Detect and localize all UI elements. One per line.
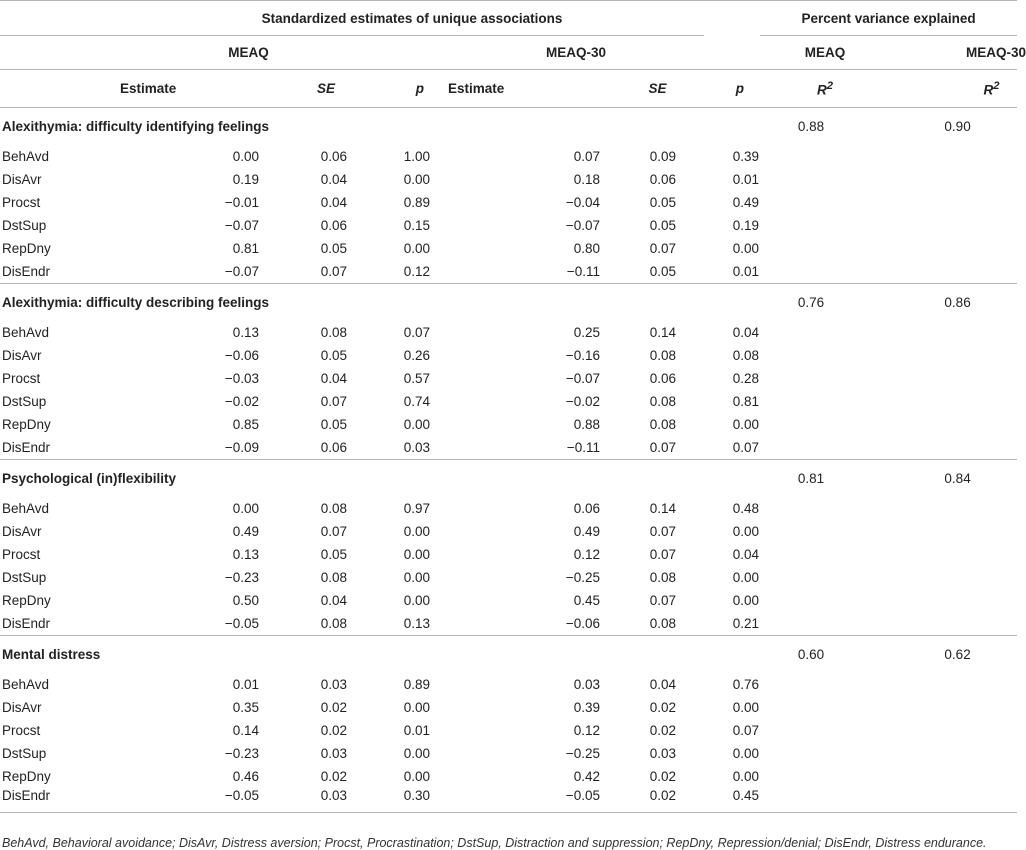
section-header-row <box>0 108 1017 146</box>
meaq30-se: 0.07 <box>649 524 677 539</box>
row-label: Procst <box>2 547 41 562</box>
meaq30-se: 0.02 <box>649 700 677 715</box>
meaq-estimate: −0.09 <box>224 440 259 455</box>
row-label: BehAvd <box>2 677 50 692</box>
meaq-se: 0.02 <box>320 769 347 784</box>
row-label: DisEndr <box>2 264 51 279</box>
meaq30-p: 0.00 <box>732 417 760 432</box>
meaq-p: 0.30 <box>377 788 448 813</box>
table-row <box>0 344 1017 367</box>
meaq30-p: 0.49 <box>732 195 760 210</box>
meaq-estimate: 0.46 <box>232 769 259 784</box>
r2-meaq-value: 0.88 <box>760 108 890 146</box>
meaq30-se: 0.02 <box>649 723 677 738</box>
meaq-p: 0.57 <box>403 371 430 386</box>
table-row <box>0 214 1017 237</box>
meaq-se: 0.05 <box>320 241 347 256</box>
subheader-meaq: MEAQ <box>120 36 377 70</box>
meaq30-estimate: −0.04 <box>565 195 600 210</box>
meaq30-p: 0.19 <box>732 218 760 233</box>
r2-meaq-value: 0.60 <box>760 636 890 674</box>
meaq30-p: 0.39 <box>732 149 760 164</box>
col-estimate-2: Estimate <box>448 70 611 108</box>
meaq30-p: 0.07 <box>732 440 760 455</box>
row-label: DstSup <box>2 746 47 761</box>
meaq30-p: 0.21 <box>732 616 760 631</box>
meaq-se: 0.04 <box>320 172 347 187</box>
meaq30-estimate: −0.06 <box>565 616 600 631</box>
meaq30-se: 0.05 <box>649 264 677 279</box>
meaq-p: 0.89 <box>403 677 430 692</box>
meaq-se: 0.05 <box>320 417 347 432</box>
meaq-estimate: −0.23 <box>224 570 259 585</box>
meaq30-estimate: 0.06 <box>573 501 600 516</box>
group-header-standardized: Standardized estimates of unique associations <box>120 1 704 36</box>
meaq30-estimate: −0.07 <box>565 371 600 386</box>
row-label: BehAvd <box>2 325 50 340</box>
meaq-p: 0.00 <box>403 172 430 187</box>
table-row <box>0 612 1017 636</box>
meaq30-p: 0.01 <box>732 172 760 187</box>
meaq-p: 0.00 <box>403 547 430 562</box>
meaq30-p: 0.76 <box>732 677 760 692</box>
meaq30-estimate: 0.49 <box>573 524 600 539</box>
table-row <box>0 436 1017 460</box>
meaq-estimate: 0.50 <box>232 593 259 608</box>
meaq30-p: 0.07 <box>732 723 760 738</box>
meaq-estimate: −0.07 <box>224 264 259 279</box>
meaq30-p: 0.01 <box>732 264 760 279</box>
meaq-se: 0.08 <box>320 501 347 516</box>
section-title: Alexithymia: difficulty identifying feelings <box>0 108 704 146</box>
meaq-estimate: −0.02 <box>224 394 259 409</box>
meaq-se: 0.08 <box>320 570 347 585</box>
r2-meaq-value: 0.76 <box>760 284 890 322</box>
meaq-se: 0.04 <box>320 195 347 210</box>
r2-meaq-value: 0.81 <box>760 460 890 498</box>
header-row-3 <box>0 70 1017 108</box>
col-r2-meaq30: $R^2$ <box>966 70 1017 108</box>
meaq30-se: 0.04 <box>649 677 677 692</box>
meaq-estimate: 0.00 <box>232 149 259 164</box>
meaq30-estimate: 0.12 <box>573 723 600 738</box>
meaq-se: 0.02 <box>320 723 347 738</box>
row-label: RepDny <box>2 769 51 784</box>
header-row-1 <box>0 1 1017 36</box>
meaq30-se: 0.08 <box>649 348 677 363</box>
col-se-1: SE <box>275 70 377 108</box>
meaq-p: 0.00 <box>403 241 430 256</box>
col-se-2: SE <box>611 70 704 108</box>
row-label: DisEndr <box>2 616 51 631</box>
table-row <box>0 566 1017 589</box>
meaq-se: 0.03 <box>275 788 377 813</box>
meaq30-estimate: −0.05 <box>508 788 611 813</box>
table-row <box>0 742 1017 765</box>
row-label: DisAvr <box>2 348 42 363</box>
meaq30-p: 0.81 <box>732 394 760 409</box>
meaq-p: 0.00 <box>403 570 430 585</box>
section-title: Mental distress <box>0 636 704 674</box>
group-header-variance: Percent variance explained <box>760 1 1017 36</box>
section-title: Alexithymia: difficulty describing feelings <box>0 284 704 322</box>
meaq30-p: 0.00 <box>732 524 760 539</box>
row-label: BehAvd <box>2 501 50 516</box>
meaq30-p: 0.00 <box>732 570 760 585</box>
col-p-1: p <box>377 70 448 108</box>
meaq-estimate: 0.14 <box>232 723 259 738</box>
subheader-r2-meaq30: MEAQ-30 <box>966 36 1017 70</box>
meaq30-estimate: −0.02 <box>565 394 600 409</box>
row-label: RepDny <box>2 417 51 432</box>
meaq30-se: 0.07 <box>649 593 677 608</box>
meaq30-estimate: 0.07 <box>573 149 600 164</box>
row-label: DisAvr <box>2 172 42 187</box>
meaq30-se: 0.14 <box>649 501 677 516</box>
table-row <box>0 520 1017 543</box>
row-label: BehAvd <box>2 149 50 164</box>
meaq-se: 0.07 <box>320 524 347 539</box>
meaq30-se: 0.14 <box>649 325 677 340</box>
row-label: DisAvr <box>2 524 42 539</box>
meaq-p: 0.00 <box>403 746 430 761</box>
meaq30-estimate: −0.11 <box>566 440 600 455</box>
row-label: DisAvr <box>2 700 42 715</box>
table-row <box>0 237 1017 260</box>
r2-meaq30-value: 0.86 <box>890 284 1017 322</box>
meaq-estimate: −0.05 <box>224 616 259 631</box>
meaq-p: 0.89 <box>403 195 430 210</box>
meaq30-se: 0.08 <box>649 570 677 585</box>
header-row-2 <box>0 36 1017 70</box>
meaq30-p: 0.00 <box>732 593 760 608</box>
meaq30-estimate: −0.11 <box>566 264 600 279</box>
meaq-p: 1.00 <box>403 149 430 164</box>
meaq-estimate: 0.35 <box>232 700 259 715</box>
meaq-se: 0.06 <box>320 218 347 233</box>
meaq-se: 0.07 <box>320 264 347 279</box>
meaq30-se: 0.07 <box>649 241 677 256</box>
table-row <box>0 367 1017 390</box>
meaq-p: 0.15 <box>403 218 430 233</box>
col-p-2: p <box>704 70 760 108</box>
meaq30-p: 0.08 <box>732 348 760 363</box>
meaq-estimate: 0.01 <box>232 677 259 692</box>
meaq30-estimate: 0.39 <box>573 700 600 715</box>
meaq30-se: 0.06 <box>649 172 677 187</box>
meaq-p: 0.00 <box>403 417 430 432</box>
row-label: DstSup <box>2 394 47 409</box>
meaq-estimate: 0.13 <box>232 325 259 340</box>
subheader-r2-meaq: MEAQ <box>760 36 890 70</box>
meaq-estimate: −0.01 <box>224 195 259 210</box>
meaq-se: 0.05 <box>320 348 347 363</box>
meaq30-estimate: 0.18 <box>573 172 600 187</box>
section-header-row <box>0 460 1017 498</box>
meaq-estimate: −0.23 <box>224 746 259 761</box>
meaq30-estimate: 0.80 <box>573 241 600 256</box>
meaq-p: 0.12 <box>403 264 430 279</box>
meaq30-p: 0.00 <box>732 700 760 715</box>
row-label: Procst <box>2 195 41 210</box>
table-row <box>0 765 1017 788</box>
meaq30-se: 0.05 <box>649 195 677 210</box>
row-label: RepDny <box>2 241 51 256</box>
meaq30-estimate: 0.45 <box>573 593 600 608</box>
meaq30-se: 0.08 <box>649 417 677 432</box>
table-row <box>0 497 1017 520</box>
meaq-estimate: −0.05 <box>180 788 275 813</box>
meaq30-p: 0.04 <box>732 547 760 562</box>
meaq30-p: 0.00 <box>732 746 760 761</box>
meaq-se: 0.04 <box>320 371 347 386</box>
meaq30-se: 0.08 <box>649 616 677 631</box>
meaq30-se: 0.02 <box>611 788 704 813</box>
table-row <box>0 673 1017 696</box>
row-label: DisEndr <box>0 788 120 813</box>
section-title: Psychological (in)flexibility <box>0 460 704 498</box>
meaq-p: 0.00 <box>403 593 430 608</box>
table-row <box>0 321 1017 344</box>
meaq30-p: 0.48 <box>732 501 760 516</box>
col-r2-meaq: $R^2$ <box>760 70 890 108</box>
meaq-p: 0.00 <box>403 700 430 715</box>
r2-meaq30-value: 0.62 <box>890 636 1017 674</box>
table-row <box>0 696 1017 719</box>
meaq-se: 0.03 <box>320 677 347 692</box>
table-row <box>0 589 1017 612</box>
meaq-p: 0.74 <box>403 394 430 409</box>
meaq30-estimate: 0.25 <box>573 325 600 340</box>
meaq-se: 0.06 <box>320 440 347 455</box>
meaq-se: 0.06 <box>320 149 347 164</box>
table-row <box>0 168 1017 191</box>
table-row <box>0 145 1017 168</box>
row-label: Procst <box>2 723 41 738</box>
table-row <box>0 260 1017 284</box>
meaq30-estimate: −0.25 <box>565 746 600 761</box>
meaq-se: 0.03 <box>320 746 347 761</box>
row-label: Procst <box>2 371 41 386</box>
meaq-se: 0.02 <box>320 700 347 715</box>
meaq-estimate: −0.07 <box>224 218 259 233</box>
meaq30-estimate: −0.07 <box>565 218 600 233</box>
meaq30-se: 0.02 <box>649 769 677 784</box>
meaq30-p: 0.00 <box>732 241 760 256</box>
section-header-row <box>0 284 1017 322</box>
section-header-row <box>0 636 1017 674</box>
meaq30-se: 0.05 <box>649 218 677 233</box>
row-label: DisEndr <box>2 440 51 455</box>
meaq30-se: 0.06 <box>649 371 677 386</box>
table-row <box>0 788 1017 813</box>
meaq-estimate: 0.49 <box>232 524 259 539</box>
meaq30-estimate: 0.12 <box>573 547 600 562</box>
meaq-p: 0.00 <box>403 769 430 784</box>
meaq30-se: 0.07 <box>649 547 677 562</box>
meaq30-se: 0.07 <box>649 440 677 455</box>
meaq-estimate: 0.85 <box>232 417 259 432</box>
meaq30-p: 0.45 <box>704 788 760 813</box>
subheader-meaq30: MEAQ-30 <box>448 36 704 70</box>
meaq30-estimate: 0.88 <box>573 417 600 432</box>
meaq30-estimate: −0.16 <box>565 348 600 363</box>
col-estimate-1: Estimate <box>120 70 275 108</box>
table-row <box>0 390 1017 413</box>
meaq-p: 0.26 <box>403 348 430 363</box>
r2-meaq30-value: 0.90 <box>890 108 1017 146</box>
meaq-p: 0.03 <box>403 440 430 455</box>
meaq-estimate: −0.06 <box>224 348 259 363</box>
table-row <box>0 191 1017 214</box>
meaq-p: 0.13 <box>403 616 430 631</box>
meaq30-estimate: 0.42 <box>573 769 600 784</box>
meaq30-estimate: 0.03 <box>573 677 600 692</box>
meaq-se: 0.05 <box>320 547 347 562</box>
row-label: RepDny <box>2 593 51 608</box>
table-footnote: BehAvd, Behavioral avoidance; DisAvr, Distress aversion; Procst, Procrastination; DstSup, Distraction and suppression; RepDny, Repression/denial; DisEndr, Distress endurance. <box>2 836 987 850</box>
meaq-estimate: 0.19 <box>232 172 259 187</box>
meaq-se: 0.07 <box>320 394 347 409</box>
meaq30-se: 0.03 <box>649 746 677 761</box>
table-row <box>0 543 1017 566</box>
meaq-se: 0.04 <box>320 593 347 608</box>
meaq30-estimate: −0.25 <box>565 570 600 585</box>
row-label: DstSup <box>2 570 47 585</box>
meaq-p: 0.07 <box>403 325 430 340</box>
meaq30-se: 0.08 <box>649 394 677 409</box>
meaq-p: 0.97 <box>403 501 430 516</box>
meaq-p: 0.00 <box>403 524 430 539</box>
meaq-se: 0.08 <box>320 616 347 631</box>
meaq30-p: 0.00 <box>732 769 760 784</box>
meaq-estimate: −0.03 <box>224 371 259 386</box>
meaq-se: 0.08 <box>320 325 347 340</box>
table-row <box>0 719 1017 742</box>
meaq-estimate: 0.81 <box>232 241 259 256</box>
meaq30-p: 0.04 <box>732 325 760 340</box>
row-label: DstSup <box>2 218 47 233</box>
meaq-estimate: 0.13 <box>232 547 259 562</box>
meaq-p: 0.01 <box>403 723 430 738</box>
meaq30-p: 0.28 <box>732 371 760 386</box>
meaq30-se: 0.09 <box>649 149 677 164</box>
r2-meaq30-value: 0.84 <box>890 460 1017 498</box>
table-row <box>0 413 1017 436</box>
meaq-estimate: 0.00 <box>232 501 259 516</box>
